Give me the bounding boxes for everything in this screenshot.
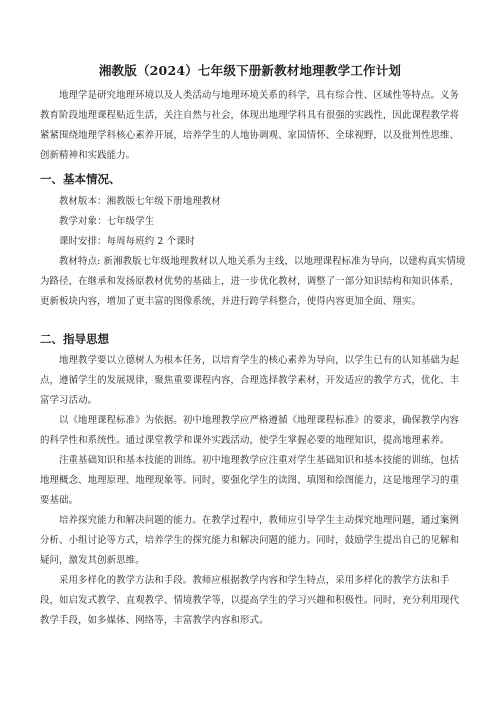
class-hours: 课时安排：每周每班约 2 个课时: [59, 236, 196, 247]
intro-paragraph: [40, 86, 466, 166]
section-basic-info-body: [40, 192, 466, 312]
section-heading-basic-info: 一、基本情况、: [40, 172, 121, 186]
textbook-features: 教材特点: 新湘教版七年级地理教材以人地关系为主线，以地理课程标准为导向，以建构真实情境为路径，在继承和发扬原教材优势的基础上，进一步优化教材，调整了一部分知识结构和知识体系，更新板块内容，增加了更丰富的图像系统，并进行跨学科整合，使得内容更加全面、翔实。: [40, 256, 466, 307]
intro-text: 地理学是研究地理环境以及人类活动与地理环境关系的科学，具有综合性、区域性等特点。义务教育阶段地理课程贴近生活，关注自然与社会，体现出地理学科具有很强的实践性，因此课程教学将紧紧围绕地理学科核心素养开展，培养学生的人地协调观、家国情怀、全球视野，以及批判性思维、创新精神和实践能力。: [40, 90, 460, 161]
guiding-paragraph: 地理教学要以立德树人为根本任务，以培育学生的核心素养为导向，以学生已有的认知基础为起点，遵循学生的发展规律，聚焦重要课程内容，合理选择教学素材，开发适应的教学方式，优化、丰富学习活动。: [40, 355, 460, 406]
guiding-paragraph: 注重基础知识和基本技能的训练。初中地理教学应注重对学生基础知识和基本技能的训练，包括地理概念、地理原理、地理现象等。同时，要强化学生的读图、填图和绘图能力，这是地理学习的重要基础。: [40, 455, 460, 506]
document-title: 湘教版（2024）七年级下册新教材地理教学工作计划: [98, 63, 402, 78]
guiding-paragraph: 以《地理课程标准》为依据。初中地理教学应严格遵循《地理课程标准》的要求，确保教学内容的科学性和系统性。通过课堂教学和课外实践活动，使学生掌握必要的地理知识，提高地理素养。: [40, 415, 460, 446]
guiding-paragraph: 培养探究能力和解决问题的能力。在教学过程中，教师应引导学生主动探究地理问题，通过案例分析、小组讨论等方式，培养学生的探究能力和解决问题的能力。同时，鼓励学生提出自己的见解和疑问，激发其创新思维。: [40, 515, 460, 566]
textbook-version: 教材版本：湘教版七年级下册地理教材: [59, 196, 221, 207]
section-heading-guiding-ideology: 二、指导思想: [40, 332, 109, 346]
guiding-paragraph: 采用多样化的教学方法和手段。教师应根据教学内容和学生特点，采用多样化的教学方法和手段，如启发式教学、直观教学、情境教学等，以提高学生的学习兴趣和积极性。同时，充分利用现代教学手段，如多媒体、网络等，丰富教学内容和形式。: [40, 575, 460, 626]
section-guiding-ideology-body: [40, 351, 466, 631]
teaching-target: 教学对象：七年级学生: [59, 216, 155, 227]
